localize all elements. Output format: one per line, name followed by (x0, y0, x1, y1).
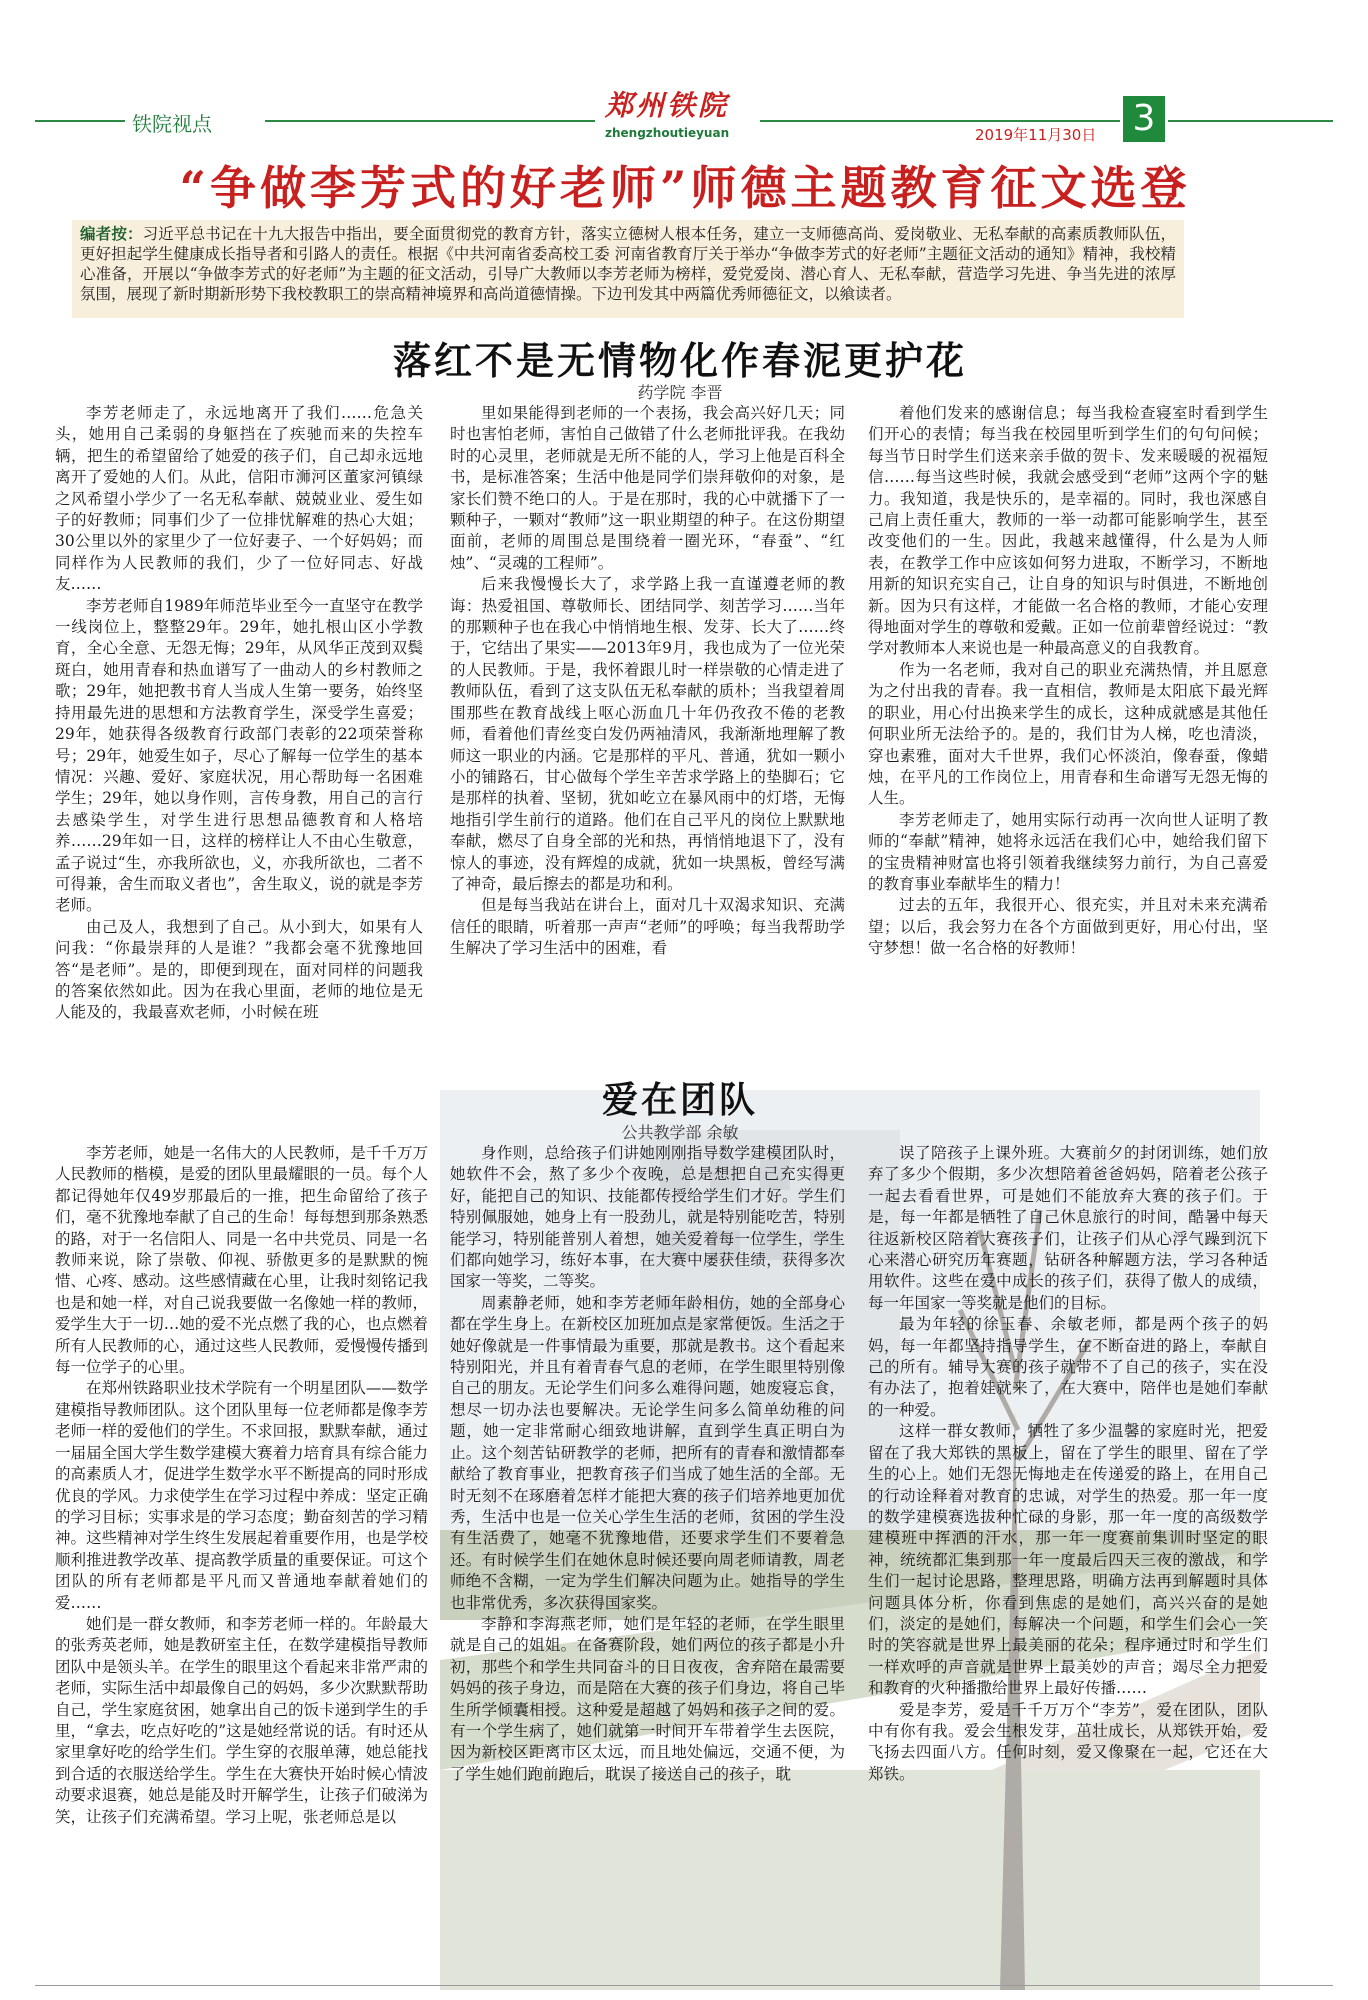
article1-col3-paragraph: 着他们发来的感谢信息；每当我检查寝室时看到学生们开心的表情；每当我在校园里听到学生们的句句问候；每当节日时学生们送来亲手做的贺卡、发来暖暖的祝福短信……每当这些时候，我就会感受到“老师”这两个字的魅力。我知道，我是快乐的，是幸福的。同时，我也深感自己肩上责任重大，教师的一举一动都可能影响学生，甚至改变他们的一生。因此，我越来越懂得，什么是为人师表，在教学工作中应该如何努力进取，不断学习，不断地用新的知识充实自己，让自身的知识与时俱进，不断地创新。因为只有这样，才能做一名合格的教师，才能心安理得地面对学生的尊敬和爱戴。正如一位前辈曾经说过：“教学对教师本人来说也是一种最高意义的自我教育。 (868, 404, 1268, 658)
editor-note-label: 编者按： (80, 224, 143, 243)
article2-col3-paragraph: 误了陪孩子上课外班。大赛前夕的封闭训练，她们放弃了多少个假期，多少次想陪着爸爸妈妈，陪着老公孩子一起去看看世界，可是她们不能放弃大赛的孩子们。于是，每一年都是牺牲了自己休息旅行的时间，酷暑中每天往返新校区陪着大赛孩子们，让孩子们从心浮气躁到沉下心来潜心研究历年赛题，钻研各种解题方法，学习各种适用软件。这些在爱中成长的孩子们，获得了傲人的成绩，每一年国家一等奖就是他们的目标。 (868, 1144, 1268, 1312)
header-line-mid (265, 120, 595, 122)
article1-column-1 (55, 403, 423, 1022)
article1-col2-paragraph: 里如果能得到老师的一个表扬，我会高兴好几天；同时也害怕老师，害怕自己做错了什么老师批评我。在我幼时的心灵里，老师就是无所不能的人，学习上他是百科全书，是标准答案；生活中他是同学们崇拜敬仰的对象，是家长们赞不绝口的人。于是在那时，我的心中就播下了一颗种子，一颗对“教师”这一职业期望的种子。在这份期望面前，老师的周围总是围绕着一圈光环，“春蚕”、“红烛”、“灵魂的工程师”。 (450, 404, 845, 572)
article2-col3-paragraph: 这样一群女教师，牺牲了多少温馨的家庭时光，把爱留在了我大郑铁的黑板上，留在了学生的眼里、留在了学生的心上。她们无怨无悔地走在传递爱的路上，在用自己的行动诠释着对教育的忠诚，对学生的热爱。那一年一度的数学建模赛选拔种忙碌的身影，那一年一度的高级数学建模班中挥洒的汗水，那一年一度赛前集训时坚定的眼神，统统都汇集到那一年一度最后四天三夜的激战，和学生们一起讨论思路，整理思路，明确方法再到解题时具体问题具体分析，你看到焦虑的是她们，高兴兴奋的是她们，淡定的是她们，每解决一个问题，和学生们会心一笑时的笑容就是世界上最美丽的花朵；程序通过时和学生们一样欢呼的声音就是世界上最美妙的声音；竭尽全力把爱和教育的火种播撒给世界上最好传播…… (868, 1422, 1268, 1698)
article1-title: 落红不是无情物化作春泥更护花 (392, 338, 967, 383)
footer-rule (35, 1985, 1333, 1986)
article2-col3-paragraph: 爱是李芳，爱是千千万万个“李芳”，爱在团队，团队中有你有我。爱会生根发芽，茁壮成长，从郑铁开始，爱飞扬去四面八方。任何时刻，爱又像聚在一起，它还在大郑铁。 (868, 1700, 1268, 1783)
issue-date: 2019年11月30日 (975, 126, 1097, 144)
article1-col3-paragraph: 过去的五年，我很开心、很充实，并且对未来充满希望；以后，我会努力在各个方面做到更好，用心付出，坚守梦想！做一名合格的好教师！ (868, 896, 1268, 958)
header-line-right (760, 120, 1120, 122)
editor-note (72, 220, 1184, 318)
article1-col1-paragraph: 由己及人，我想到了自己。从小到大，如果有人问我：“你最崇拜的人是谁？”我都会毫不犹豫地回答“是老师”。是的，即便到现在，面对同样的问题我的答案依然如此。因为在我心里面，老师的地位是无人能及的，我最喜欢老师，小时候在班 (55, 917, 423, 1022)
article2-col2-paragraph: 李静和李海燕老师，她们是年轻的老师，在学生眼里就是自己的姐姐。在备赛阶段，她们两位的孩子都是小升初，那些个和学生共同奋斗的日日夜夜，舍弃陪在最需要妈妈的孩子身边，而是陪在大赛的孩子们身边，将自己毕生所学倾囊相授。这种爱是超越了妈妈和孩子之间的爱。有一个学生病了，她们就第一时间开车带着学生去医院，因为新校区距离市区太远，而且地处偏远，交通不便，为了学生她们跑前跑后，耽误了接送自己的孩子，耽 (450, 1614, 845, 1783)
article1-col3-paragraph: 作为一名老师，我对自己的职业充满热情，并且愿意为之付出我的青春。我一直相信，教师是太阳底下最光辉的职业，用心付出换来学生的成长，这种成就感是其他任何职业所无法给予的。是的，我们甘为人梯，吃也清淡，穿也素雅，面对大千世界，我们心怀淡泊，像春蚕，像蜡烛，在平凡的工作岗位上，用青春和生命谱写无怨无悔的人生。 (868, 660, 1268, 808)
editor-note-text: 习近平总书记在十九大报告中指出，要全面贯彻党的教育方针，落实立德树人根本任务，建立一支师德高尚、爱岗敬业、无私奉献的高素质教师队伍，更好担起学生健康成长指导者和引路人的责任。根据《中共河南省委高校工委 河南省教育厅关于举办“争做李芳式的好老师”主题征文活动的通知》精神，我校精心准备，开展以“争做李芳式的好老师”为主题的征文活动，引导广大教师以李芳老师为榜样，爱党爱岗、潜心育人、无私奉献，营造学习先进、争当先进的浓厚氛围，展现了新时期新形势下我校教职工的崇高精神境界和高尚道德情操。下边刊发其中两篇优秀师德征文，以飨读者。 (80, 225, 1176, 303)
article2-column-3 (868, 1143, 1268, 1978)
article2-col1-paragraph: 她们是一群女教师，和李芳老师一样的。年龄最大的张秀英老师，她是教研室主任，在数学建模指导教师团队中是领头羊。在学生的眼里这个看起来非常严肃的老师，实际生活中却最像自己的妈妈，多少次默默帮助自己，学生家庭贫困，她拿出自己的饭卡递到学生的手里，“拿去，吃点好吃的”这是她经常说的话。有时还从家里拿好吃的给学生们。学生穿的衣服单薄，她总能找到合适的衣服送给学生。学生在大赛快开始时候心情波动要求退赛，她总是能及时开解学生，让孩子们破涕为笑，让孩子们充满希望。学习上呢，张老师总是以 (55, 1614, 428, 1826)
newspaper-logo-subtitle: zhengzhoutieyuan (605, 126, 730, 140)
article2-column-2 (450, 1143, 845, 1978)
article1-col1-paragraph: 李芳老师自1989年师范毕业至今一直坚守在教学一线岗位上，整整29年。29年，她扎根山区小学教育，全心全意、无怨无悔；29年，从风华正茂到双鬓斑白，她用青春和热血谱写了一曲动人的乡村教师之歌；29年，她把教书育人当成人生第一要务，始终坚持用最先进的思想和方法教育学生，深受学生喜爱；29年，她获得各级教育行政部门表彰的22项荣誉称号；29年，她爱生如子，尽心了解每一位学生的基本情况：兴趣、爱好、家庭状况，用心帮助每一名困难学生；29年，她以身作则，言传身教，用自己的言行去感染学生，对学生进行思想品德教育和人格培养……29年如一日，这样的榜样让人不由心生敬意，孟子说过“生，亦我所欲也，义，亦我所欲也，二者不可得兼，舍生而取义者也”，舍生取义，说的就是李芳老师。 (55, 596, 423, 915)
article2-byline: 公共教学部 余敏 (621, 1123, 739, 1142)
article2-col1-paragraph: 在郑州铁路职业技术学院有一个明星团队——数学建模指导教师团队。这个团队里每一位老师都是像李芳老师一样的爱他们的学生。不求回报，默默奉献，通过一届届全国大学生数学建模大赛着力培育具有综合能力的高素质人才，促进学生数学水平不断提高的同时形成优良的学风。力求使学生在学习过程中养成：坚定正确的学习目标；实事求是的学习态度；勤奋刻苦的学习精神。这些精神对学生终生发展起着重要作用，也是学校顺利推进教学改革、提高教学质量的重要保证。可这个团队的所有老师都是平凡而又普通地奉献着她们的爱…… (55, 1379, 428, 1612)
article1-byline: 药学院 李晋 (637, 383, 723, 402)
article1-column-2 (450, 403, 845, 958)
article2-column-1 (55, 1143, 428, 1978)
article1-col3-paragraph: 李芳老师走了，她用实际行动再一次向世人证明了教师的“奉献”精神，她将永远活在我们心中，她给我们留下的宝贵精神财富也将引领着我继续努力前行，为自己喜爱的教育事业奉献毕生的精力！ (868, 810, 1268, 893)
article1-col2-paragraph: 但是每当我站在讲台上，面对几十双渴求知识、充满信任的眼睛，听着那一声声“老师”的呼唤；每当我帮助学生解决了学习生活中的困难，看 (450, 896, 845, 958)
article1-col2-paragraph: 后来我慢慢长大了，求学路上我一直谨遵老师的教诲：热爱祖国、尊敬师长、团结同学、刻苦学习……当年的那颗种子也在我心中悄悄地生根、发芽、长大了……终于，它结出了果实——2013年9月，我也成为了一位光荣的人民教师。于是，我怀着跟儿时一样崇敬的心情走进了教师队伍，看到了这支队伍无私奉献的质朴；当我望着周围那些在教育战线上呕心沥血几十年仍孜孜不倦的老教师，看着他们青丝变白发仍两袖清风，我渐渐地理解了教师这一职业的内涵。它是那样的平凡、普通，犹如一颗小小的铺路石，甘心做每个学生辛苦求学路上的垫脚石；它是那样的执着、坚韧，犹如屹立在暴风雨中的灯塔，无悔地指引学生前行的道路。他们在自己平凡的岗位上默默地奉献，燃尽了自身全部的光和热，再悄悄地退下了，没有惊人的事迹，没有辉煌的成就，犹如一块黑板，曾经写满了神奇，最后擦去的都是功和利。 (450, 575, 845, 893)
header-line-far-right (1168, 120, 1333, 122)
article2-col2-paragraph: 身作则，总给孩子们讲她刚刚指导数学建模团队时，她软件不会，熬了多少个夜晚，总是想把自己充实得更好，能把自己的知识、技能都传授给学生们才好。学生们特别佩服她，她身上有一股劲儿，就是特别能吃苦，特别能学习，特别能普别人着想，她关爱着每一位学生，学生们都向她学习，练好本事，在大赛中屡获佳绩，获得多次国家一等奖，二等奖。 (450, 1144, 845, 1291)
page-main-title: “争做李芳式的好老师”师德主题教育征文选登 (179, 161, 1191, 215)
article1-col1-paragraph: 李芳老师走了，永远地离开了我们……危急关头，她用自己柔弱的身躯挡在了疾驰而来的失控车辆，把生的希望留给了她爱的孩子们，自己却永远地离开了爱她的人们。从此，信阳市浉河区董家河镇绿之风希望小学少了一名无私奉献、兢兢业业、爱生如子的好教师；同事们少了一位排忧解难的热心大姐；30公里以外的家里少了一位好妻子、一个好妈妈；而同样作为人民教师的我们，少了一位好同志、好战友…… (55, 404, 423, 594)
section-label: 铁院视点 (132, 112, 212, 136)
article2-col2-paragraph: 周素静老师，她和李芳老师年龄相仿，她的全部身心都在学生身上。在新校区加班加点是家常便饭。生活之于她好像就是一件事情最为重要，那就是教书。这个看起来特别阳光，并且有着青春气息的老师，在学生眼里特别像自己的朋友。无论学生们问多么难得问题，她废寝忘食，想尽一切办法也要解决。无论学生问多么简单幼稚的问题，她一定非常耐心细致地讲解，直到学生真正明白为止。这个刻苦钻研教学的老师，把所有的青春和激情都奉献给了教育事业，把教育孩子们当成了她生活的全部。无时无刻不在琢磨着怎样才能把大赛的孩子们培养地更加优秀，生活中也是一位关心学生生活的老师，贫困的学生没有生活费了，她毫不犹豫地借，还要求学生们不要着急还。有时候学生们在她休息时候还要向周老师请教，周老师绝不含糊，一定为学生们解决问题为止。她指导的学生也非常优秀，多次获得国家奖。 (450, 1293, 845, 1612)
article2-col1-paragraph: 李芳老师，她是一名伟大的人民教师，是千千万万人民教师的楷模，是爱的团队里最耀眼的一员。每个人都记得她年仅49岁那最后的一推，把生命留给了孩子们，毫不犹豫地奉献了自己的生命！每每想到那条熟悉的路，对于一名信阳人、同是一名中共党员、同是一名教师来说，除了崇敬、仰视、骄傲更多的是默默的惋惜、心疼、感动。这些感情藏在心里，让我时刻铭记我也是和她一样，对自己说我要做一名像她一样的教师，爱学生大于一切…她的爱不光点燃了我的心，也点燃着所有人民教师的心，通过这些人民教师，爱慢慢传播到每一位学子的心里。 (55, 1144, 428, 1377)
article1-column-3 (868, 403, 1268, 958)
newspaper-logo: 郑州铁院 (605, 89, 730, 122)
article2-title: 爱在团队 (601, 1079, 758, 1121)
article2-col3-paragraph: 最为年轻的徐玉春、余敏老师，都是两个孩子的妈妈，每一年都坚持指导学生，在不断奋进的路上，奉献自己的所有。辅导大赛的孩子就带不了自己的孩子，实在没有办法了，抱着娃就来了，在大赛中，陪伴也是她们奉献的一种爱。 (868, 1315, 1268, 1419)
header-line-left (35, 120, 125, 122)
page-number-badge: 3 (1123, 96, 1165, 142)
